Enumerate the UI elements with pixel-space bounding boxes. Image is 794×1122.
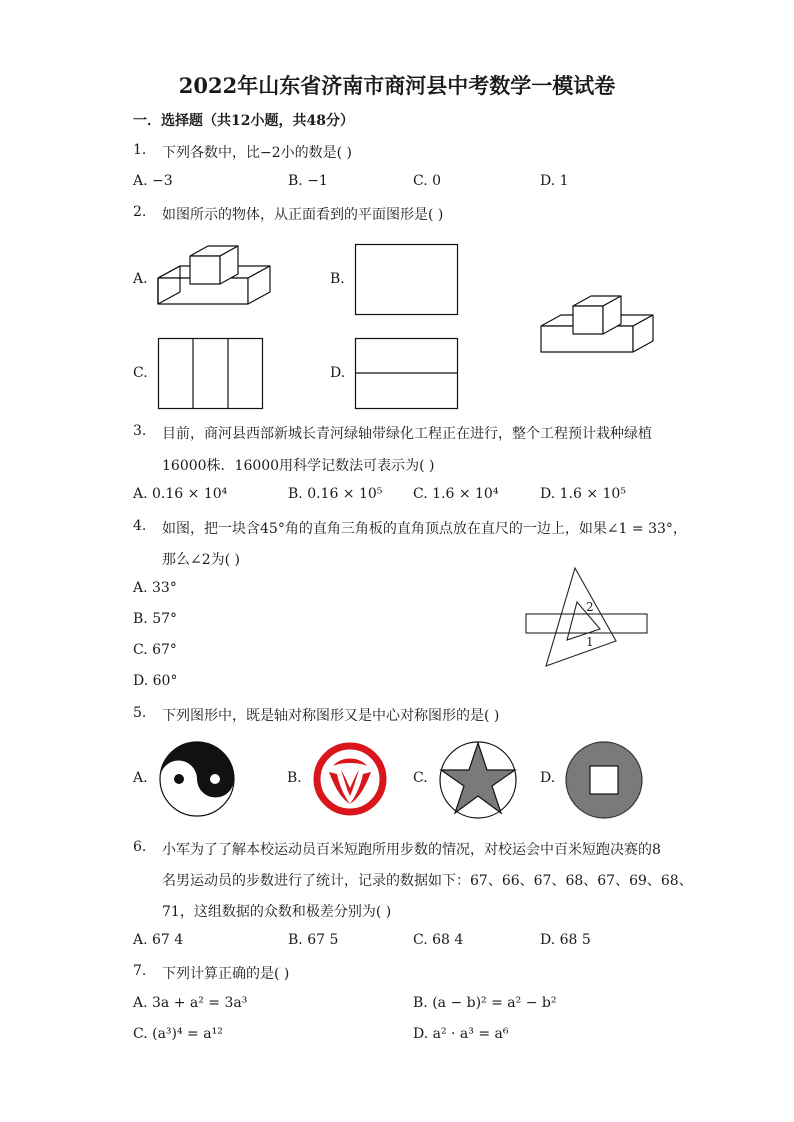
q4-text-line2: 那么∠2为( ) [162,552,241,568]
q4-option-b[interactable]: B. 57° [133,611,178,627]
q6-number: 6. [133,839,147,855]
q5-option-a-yin-yang-icon[interactable] [159,741,235,817]
q4-angle-2-label: 2 [586,600,594,614]
q7-number: 7. [133,963,147,979]
q4-option-d[interactable]: D. 60° [133,673,178,689]
q3-option-b[interactable]: B. 0.16 × 10⁵ [288,486,383,502]
q2-option-a-solid-figure[interactable] [150,238,280,324]
q4-ruler-triangle-figure [522,565,652,670]
q2-option-c-three-strips[interactable] [158,338,264,410]
q2-label-d[interactable]: D. [330,365,346,381]
q6-option-c[interactable]: C. 68 4 [413,932,464,948]
q5-number: 5. [133,705,147,721]
page-title: 2022年山东省济南市商河县中考数学一模试卷 [178,73,616,98]
q1-option-b[interactable]: B. −1 [288,173,328,189]
q4-number: 4. [133,518,147,534]
q3-number: 3. [133,423,147,439]
q2-option-b-rectangle[interactable] [355,244,459,316]
q5-option-c-star-icon[interactable] [438,740,518,820]
q4-text-line1: 如图，把一块含45°角的直角三角板的直角顶点放在直尺的一边上，如果∠1 = 33°， [162,521,687,537]
q6-option-d[interactable]: D. 68 5 [540,932,591,948]
q2-number: 2. [133,204,147,220]
q7-option-d[interactable]: D. a² · a³ = a⁶ [413,1026,509,1042]
q3-option-a[interactable]: A. 0.16 × 10⁴ [133,486,228,502]
q1-number: 1. [133,142,147,158]
q2-label-c[interactable]: C. [133,365,148,381]
q3-text-line1: 目前，商河县西部新城长青河绿轴带绿化工程正在进行，整个工程预计栽种绿植 [162,426,652,442]
q7-option-c[interactable]: C. (a³)⁴ = a¹² [133,1026,223,1042]
q2-option-d-two-bands[interactable] [355,338,459,410]
q5-option-d-coin-icon[interactable] [564,740,644,820]
q2-label-a[interactable]: A. [133,271,148,287]
q2-reference-solid-figure [535,288,655,374]
q5-label-c[interactable]: C. [413,770,428,786]
q6-text-line3: 71，这组数据的众数和极差分别为( ) [162,904,392,920]
q6-text-line2: 名男运动员的步数进行了统计，记录的数据如下：67、66、67、68、67、69、68、 [162,873,693,889]
q6-text-line1: 小军为了了解本校运动员百米短跑所用步数的情况，对校运会中百米短跑决赛的8 [162,842,661,858]
q1-text: 下列各数中，比−2小的数是( ) [162,145,353,161]
q4-angle-1-label: 1 [586,635,594,649]
q1-option-d[interactable]: D. 1 [540,173,569,189]
q4-option-c[interactable]: C. 67° [133,642,177,658]
q7-text: 下列计算正确的是( ) [162,966,290,982]
q5-label-d[interactable]: D. [540,770,556,786]
q3-option-c[interactable]: C. 1.6 × 10⁴ [413,486,499,502]
q3-text-line2: 16000株．16000用科学记数法可表示为( ) [162,458,435,474]
q6-option-b[interactable]: B. 67 5 [288,932,339,948]
q7-option-b[interactable]: B. (a − b)² = a² − b² [413,995,557,1011]
q5-option-b-red-logo-icon[interactable] [311,740,389,818]
q7-option-a[interactable]: A. 3a + a² = 3a³ [133,995,248,1011]
q3-option-d[interactable]: D. 1.6 × 10⁵ [540,486,626,502]
q5-label-b[interactable]: B. [287,770,302,786]
q5-text: 下列图形中，既是轴对称图形又是中心对称图形的是( ) [162,708,500,724]
q1-option-a[interactable]: A. −3 [133,173,173,189]
q2-text: 如图所示的物体，从正面看到的平面图形是( ) [162,207,444,223]
q1-option-c[interactable]: C. 0 [413,173,442,189]
q5-label-a[interactable]: A. [133,770,148,786]
q6-option-a[interactable]: A. 67 4 [133,932,184,948]
q2-label-b[interactable]: B. [330,271,345,287]
section-heading: 一．选择题（共12小题，共48分） [133,113,354,129]
q4-option-a[interactable]: A. 33° [133,580,177,596]
